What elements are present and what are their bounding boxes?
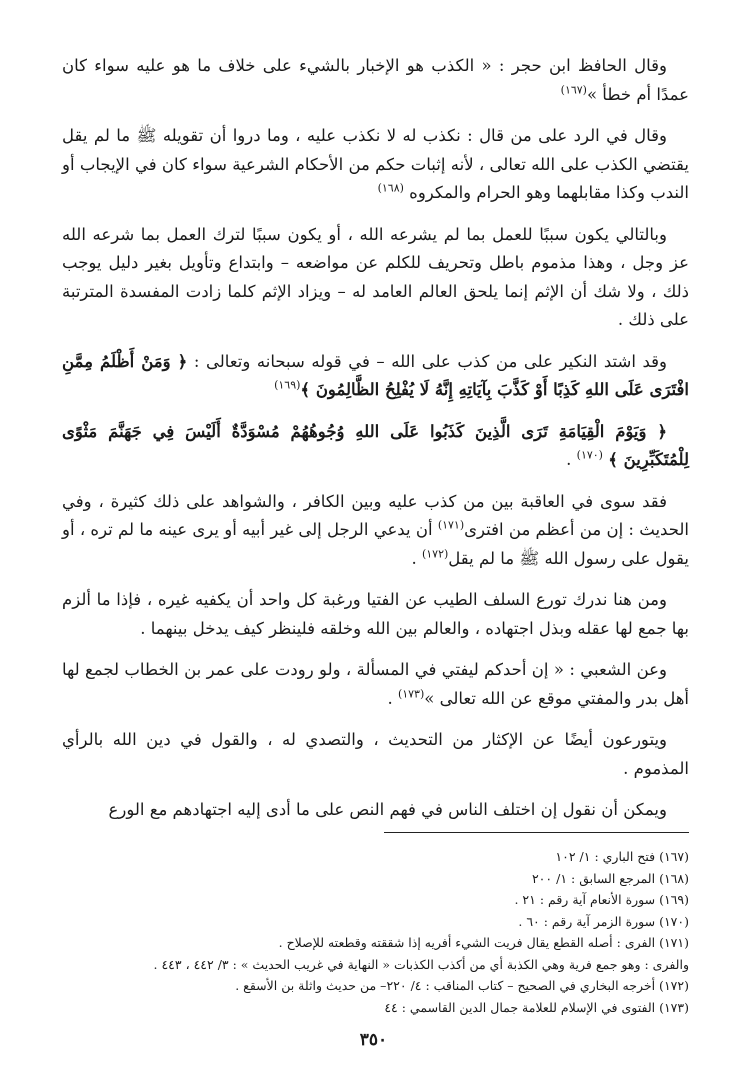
paragraph-8 bbox=[62, 656, 689, 713]
paragraph-8-text: وعن الشعبي : « إن أحدكم ليفتي في المسألة ، ولو رودت على عمر بن الخطاب لجمع لها أهل بدر والمفتي موقع عن الله تعالى » bbox=[62, 660, 689, 708]
paragraph-3-text: وبالتالي يكون سببًا للعمل بما لم يشرعه الله ، أو يكون سببًا لترك العمل بما شرعه الله عز وجل ، وهذا مذموم باطل وتحريف للكلم عن مواضعه – وابتداع وتأويل بغير دليل يوجب ذلك ، ولا شك أن الإثم إنما يلحق العالم العامد له – ويزاد الإثم كلما زادت المفسدة المترتبة على ذلك . bbox=[62, 224, 689, 329]
footnote-ref-169[interactable]: (١٦٩) bbox=[274, 378, 301, 392]
paragraph-10-text: ويمكن أن نقول إن اختلف الناس في فهم النص على ما أدى إليه اجتهادهم مع الورع bbox=[108, 800, 667, 819]
paragraph-6-text-b: أن يدعي الرجل إلى غير أبيه أو يرى عينه ما لم تره ، أو يقول على رسول الله ﷺ ما لم يقل bbox=[62, 520, 689, 568]
paragraph-1 bbox=[62, 52, 689, 109]
footnote-170: (١٧٠) سورة الزمر آية رقم : ٦٠ . bbox=[518, 913, 689, 929]
footnote-167: (١٦٧) فتح الباري : ١/ ١٠٢ bbox=[555, 849, 689, 864]
footnote-173: (١٧٣) الفتوى في الإسلام للعلامة جمال الدين القاسمي : ٤٤ bbox=[384, 999, 689, 1015]
footnote-divider bbox=[384, 832, 689, 833]
footnote-ref-167[interactable]: (١٦٧) bbox=[560, 83, 587, 96]
paragraph-9-text: ويتورعون أيضًا عن الإكثار من التحديث ، والتصدي له ، والقول في دين الله بالرأي المذموم . bbox=[62, 730, 689, 778]
footnote-172: (١٧٢) أخرجه البخاري في الصحيح – كتاب المناقب : ٤/ ٢٢٠– من حديث واثلة بن الأسقع . bbox=[235, 978, 689, 993]
paragraph-6-end: . bbox=[411, 548, 417, 568]
paragraph-9 bbox=[62, 726, 689, 783]
quran-verse-1: ﴿ وَمَنْ أَظْلَمُ مِمَّنِ افْتَرَى عَلَى اللهِ كَذِبًا أَوْ كَذَّبَ بِآيَاتِهِ إِنَّهُ لَا يُفْلِحُ الظَّالِمُونَ ﴾ bbox=[62, 351, 689, 399]
paragraph-4-intro: وقد اشتد النكير على من كذب على الله – في قوله سبحانه وتعالى : bbox=[193, 351, 667, 371]
footnotes bbox=[62, 846, 689, 1018]
paragraph-7-text: ومن هنا ندرك تورع السلف الطيب عن الفتيا ورغبة كل واحد أن يكفيه غيره ، فإذا ما ألزم بها جمع لها عقله وبذل اجتهاده ، والعالم بين الله وخلقه فلينظر كيف يدخل بينهما . bbox=[62, 590, 689, 638]
paragraph-1-text: وقال الحافظ ابن حجر : « الكذب هو الإخبار بالشيء على خلاف ما هو عليه سواء كان عمدًا أم خطأ » bbox=[62, 56, 689, 104]
paragraph-2 bbox=[62, 122, 689, 208]
footnote-ref-173[interactable]: (١٧٣) bbox=[397, 687, 425, 700]
footnote-ref-172[interactable]: (١٧٢) bbox=[421, 547, 449, 560]
paragraph-5-end: . bbox=[566, 450, 572, 469]
paragraph-3 bbox=[62, 221, 689, 335]
footnote-171-continued: والفرى : وهو جمع فرية وهي الكذبة أي من أكذب الكذبات « النهاية في غريب الحديث » : ٣/ ٤٤٢ ، ٤٤٣ . bbox=[153, 956, 689, 972]
footnote-ref-170[interactable]: (١٧٠) bbox=[576, 448, 603, 462]
paragraph-7 bbox=[62, 586, 689, 643]
paragraph-4 bbox=[62, 348, 689, 405]
paragraph-10 bbox=[62, 796, 689, 825]
paragraph-6 bbox=[62, 488, 689, 574]
quran-verse-2: ﴿ وَيَوْمَ الْقِيَامَةِ تَرَى الَّذِينَ كَذَبُوا عَلَى اللهِ وُجُوهُهُمْ مُسْوَدَّةٌ أَلَيْسَ فِي جَهَنَّمَ مَثْوًى لِلْمُتَكَبِّرِينَ ﴾ bbox=[62, 421, 689, 469]
paragraph-2-text: وقال في الرد على من قال : نكذب له لا نكذب عليه ، وما دروا أن تقويله ﷺ ما لم يقل يقتضي الكذب على الله تعالى ، لأنه إثبات حكم من الأحكام الشرعية سواء كان في الإيجاب أو الندب وكذا مقابلهما وهو الحرام والمكروه bbox=[62, 126, 689, 202]
paragraph-8-end: . bbox=[387, 688, 393, 708]
footnote-ref-168[interactable]: (١٦٨) bbox=[377, 181, 404, 195]
footnote-169: (١٦٩) سورة الأنعام آية رقم : ٢١ . bbox=[514, 892, 689, 907]
footnote-171: (١٧١) الفرى : أصله القطع يقال فريت الشيء أفريه إذا شققته وقطعته للإصلاح . bbox=[278, 935, 689, 950]
footnote-168: (١٦٨) المرجع السابق : ١/ ٢٠٠ bbox=[531, 870, 689, 886]
footnote-ref-171[interactable]: (١٧١) bbox=[437, 518, 465, 532]
paragraph-5 bbox=[62, 418, 689, 475]
paragraph-6-text-a: فقد سوى في العاقبة بين من كذب عليه وبين الكافر ، والشواهد على ذلك كثيرة ، وفي الحديث : إن من أعظم من افترى bbox=[62, 491, 689, 539]
page-number: ٣٥٠ bbox=[359, 1030, 388, 1050]
